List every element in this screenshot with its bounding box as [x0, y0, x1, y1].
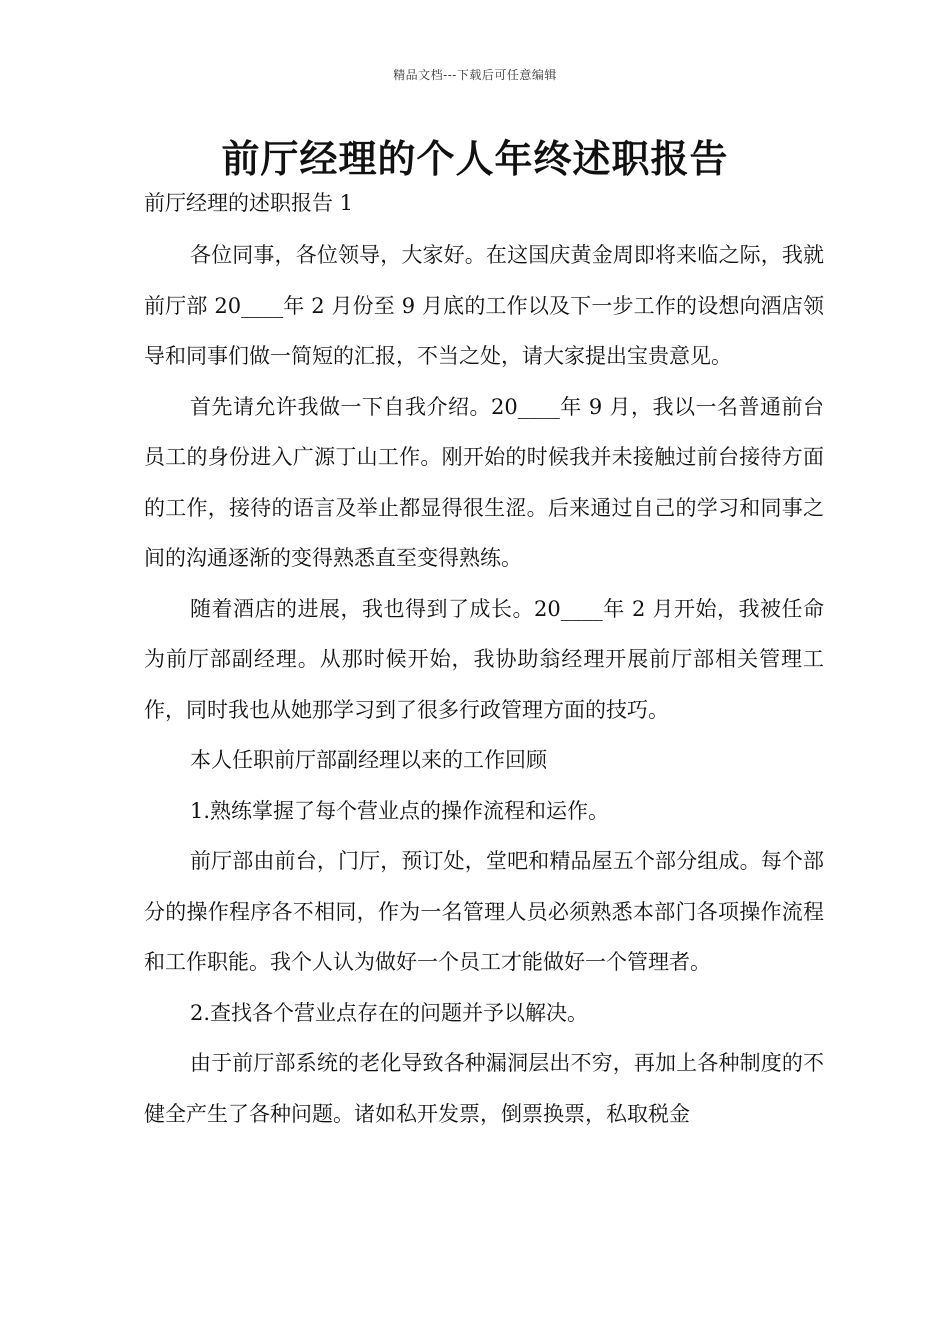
document-subtitle: 前厅经理的述职报告 1: [144, 191, 354, 215]
paragraph-problems: 由于前厅部系统的老化导致各种漏洞层出不穷，再加上各种制度的不健全产生了各种问题。诸如私开发票，倒票换票，私取税金: [144, 1051, 824, 1126]
header-note: 精品文档---下载后可任意编辑: [393, 68, 557, 82]
paragraph-self-intro: 首先请允许我做一下自我介绍。20____年 9 月，我以一名普通前台员工的身份进入广源丁山工作。刚开始的时候我并未接触过前台接待方面的工作，接待的语言及举止都显得很生涩。后来通过自己的学习和同事之间的沟通逐渐的变得熟悉直至变得熟练。: [144, 394, 824, 570]
paragraph-growth: 随着酒店的进展，我也得到了成长。20____年 2 月开始，我被任命为前厅部副经理。从那时候开始，我协助翁经理开展前厅部相关管理工作，同时我也从她那学习到了很多行政管理方面的技巧。: [144, 596, 824, 722]
section-heading-review: 本人任职前厅部副经理以来的工作回顾: [190, 748, 547, 772]
list-item-1: 1.熟练掌握了每个营业点的操作流程和运作。: [190, 798, 610, 823]
document-title: 前厅经理的个人年终述职报告: [221, 136, 729, 181]
document-body: [144, 230, 824, 1139]
paragraph-departments: 前厅部由前台，门厅，预订处，堂吧和精品屋五个部分组成。每个部分的操作程序各不相同，作为一名管理人员必须熟悉本部门各项操作流程和工作职能。我个人认为做好一个员工才能做好一个管理者。: [144, 849, 824, 974]
list-item-2: 2.查找各个营业点存在的问题并予以解决。: [190, 1000, 589, 1025]
paragraph-greeting: 各位同事，各位领导，大家好。在这国庆黄金周即将来临之际，我就前厅部 20____年 2 月份至 9 月底的工作以及下一步工作的设想向酒店领导和同事们做一简短的汇报，不当之处，请大家提出宝贵意见。: [144, 243, 824, 368]
